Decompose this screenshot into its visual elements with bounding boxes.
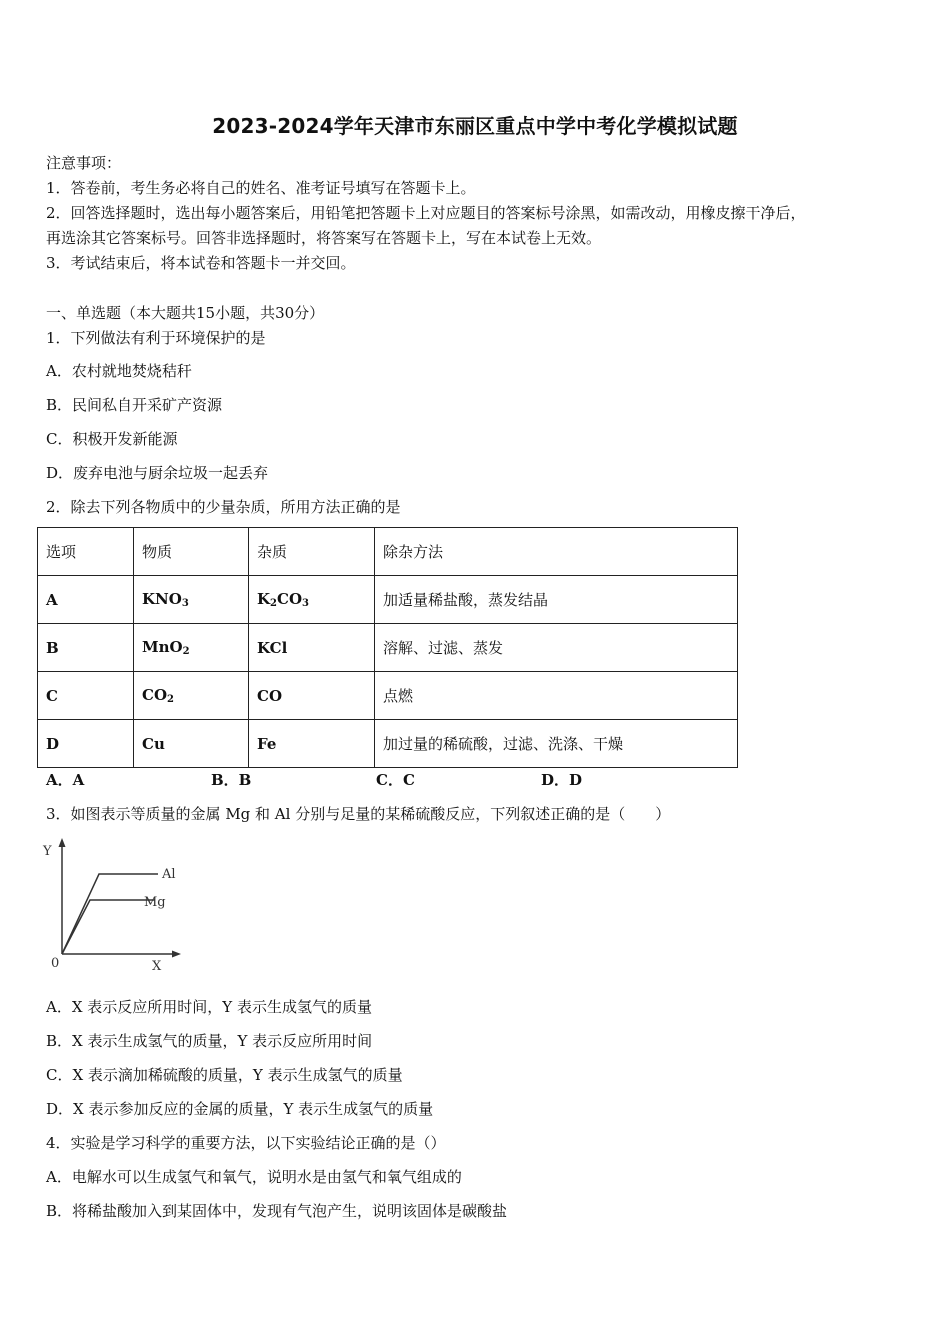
q3-option-c: C．X 表示滴加稀硫酸的质量，Y 表示生成氢气的质量 — [46, 1066, 403, 1084]
q2-table — [37, 527, 738, 768]
origin-label: 0 — [51, 956, 60, 971]
x-axis-arrow-icon — [172, 951, 181, 958]
table-row — [38, 720, 738, 768]
cell-method: 加过量的稀硫酸，过滤、洗涤、干燥 — [375, 720, 738, 768]
section-heading: 一、单选题（本大题共15小题，共30分） — [46, 304, 325, 322]
cell-method: 加适量稀盐酸，蒸发结晶 — [375, 576, 738, 624]
cell-substance: $KNO_3$ — [134, 576, 249, 624]
al-line — [62, 874, 158, 954]
cell-option: A — [38, 576, 134, 624]
q3-graph — [40, 836, 190, 976]
cell-substance: Cu — [134, 720, 249, 768]
table-header-row — [38, 528, 738, 576]
q1-option-a: A．农村就地焚烧秸秆 — [46, 362, 192, 380]
notice-item-2: 2．回答选择题时，选出每小题答案后，用铅笔把答题卡上对应题目的答案标号涂黑，如需改动，用橡皮擦干净后， — [46, 204, 806, 222]
y-axis-label: Y — [43, 844, 52, 859]
q3-option-a: A．X 表示反应所用时间，Y 表示生成氢气的质量 — [46, 998, 372, 1016]
notice-item-1: 1．答卷前，考生务必将自己的姓名、准考证号填写在答题卡上。 — [46, 179, 476, 197]
q3-option-b: B．X 表示生成氢气的质量，Y 表示反应所用时间 — [46, 1032, 373, 1050]
cell-impurity: Fe — [249, 720, 375, 768]
table-row — [38, 576, 738, 624]
notice-item-2-cont: 再选涂其它答案标号。回答非选择题时，将答案写在答题卡上，写在本试卷上无效。 — [46, 229, 602, 247]
notice-item-3: 3．考试结束后，将本试卷和答题卡一并交回。 — [46, 254, 356, 272]
table-header-option: 选项 — [38, 528, 134, 576]
cell-substance: MnO$_2$ — [134, 624, 249, 672]
cell-impurity: $K_2CO_3$ — [249, 576, 375, 624]
cell-method: 溶解、过滤、蒸发 — [375, 624, 738, 672]
q2-answer-a: A．A — [46, 771, 85, 789]
q2-answer-d: D．D — [541, 771, 583, 789]
y-axis-arrow-icon — [59, 838, 66, 847]
x-axis-label: X — [152, 959, 162, 974]
cell-option: D — [38, 720, 134, 768]
q4-stem: 4．实验是学习科学的重要方法，以下实验结论正确的是（） — [46, 1134, 446, 1152]
mg-label: Mg — [144, 895, 166, 910]
cell-substance: $CO_2$ — [134, 672, 249, 720]
cell-method: 点燃 — [375, 672, 738, 720]
table-row — [38, 672, 738, 720]
q2-answer-c: C．C — [376, 771, 415, 789]
page-title: 2023-2024学年天津市东丽区重点中学中考化学模拟试题 — [212, 114, 738, 138]
q2-stem: 2．除去下列各物质中的少量杂质，所用方法正确的是 — [46, 498, 401, 516]
table-header-substance: 物质 — [134, 528, 249, 576]
q2-answer-b: B．B — [211, 771, 252, 789]
table-header-impurity: 杂质 — [249, 528, 375, 576]
q1-option-d: D．废弃电池与厨余垃圾一起丢弃 — [46, 464, 269, 482]
cell-impurity: KCl — [249, 624, 375, 672]
cell-option: B — [38, 624, 134, 672]
q1-option-b: B．民间私自开采矿产资源 — [46, 396, 223, 414]
mg-line — [62, 900, 155, 954]
q4-option-a: A．电解水可以生成氢气和氧气，说明水是由氢气和氧气组成的 — [46, 1168, 462, 1186]
table-row — [38, 624, 738, 672]
al-label: Al — [162, 867, 176, 882]
q4-option-b: B．将稀盐酸加入到某固体中，发现有气泡产生，说明该固体是碳酸盐 — [46, 1202, 508, 1220]
notice-heading: 注意事项： — [46, 154, 122, 172]
q3-stem: 3．如图表示等质量的金属 Mg 和 Al 分别与足量的某稀硫酸反应，下列叙述正确的是（ ） — [46, 805, 671, 823]
table-header-method: 除杂方法 — [375, 528, 738, 576]
q1-option-c: C．积极开发新能源 — [46, 430, 178, 448]
cell-option: C — [38, 672, 134, 720]
cell-impurity: CO — [249, 672, 375, 720]
q3-option-d: D．X 表示参加反应的金属的质量，Y 表示生成氢气的质量 — [46, 1100, 434, 1118]
q1-stem: 1．下列做法有利于环境保护的是 — [46, 329, 266, 347]
